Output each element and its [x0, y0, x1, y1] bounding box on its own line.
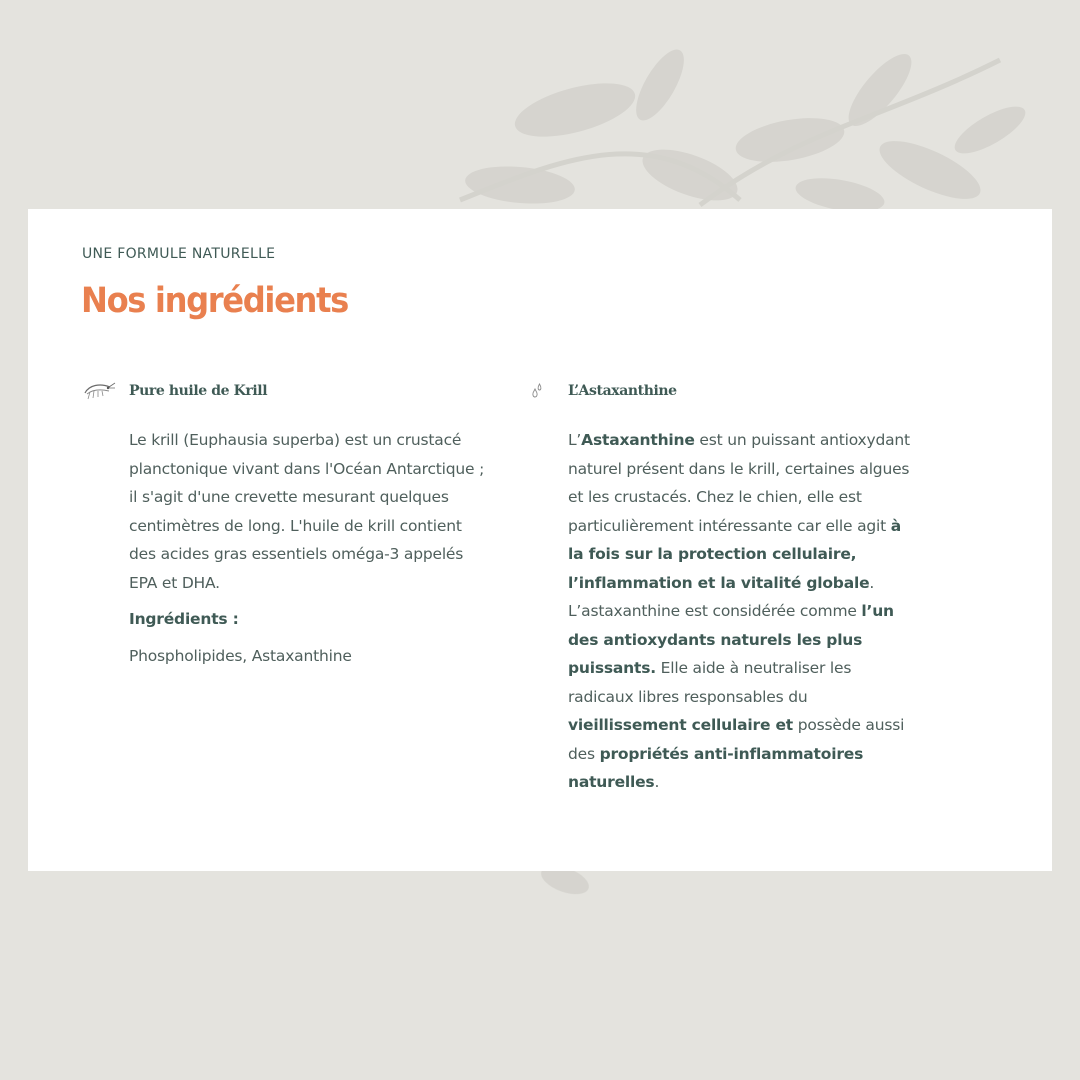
ingredient-header [82, 379, 492, 403]
astaxanthin-benefits: L’astaxanthine est considérée comme l’un des antioxydants naturels les plus puissants. Elle aide à neutraliser les radicaux libres responsables du vieillissement cellulaire et possède aussi des propriétés anti-inflammatoires naturelles. [568, 602, 905, 791]
astaxanthin-description: L’Astaxanthine est un puissant antioxydant naturel présent dans le krill, certaines algues et les crustacés. Chez le chien, elle est particulièrement intéressante car elle agit à la fois sur la protection cellulaire, l’inflammation et la vitalité globale. [568, 431, 910, 592]
droplets-icon [528, 379, 568, 403]
ingredient-body [568, 426, 918, 797]
ingredient-description: Le krill (Euphausia superba) est un crustacé planctonique vivant dans l'Océan Antarctique ; il s'agit d'une crevette mesurant quelques centimètres de long. L'huile de krill contient des acides gras essentiels oméga-3 appelés EPA et DHA. [129, 431, 485, 592]
ingredients-label: Ingrédients : [129, 610, 239, 628]
krill-icon [82, 379, 116, 403]
ingredient-krill [82, 379, 492, 670]
ingredients-card [28, 209, 1052, 871]
ingredient-title: L’Astaxanthine [568, 383, 677, 399]
ingredients-value: Phospholipides, Astaxanthine [129, 646, 352, 665]
section-title: Nos ingrédients [81, 281, 348, 321]
ingredient-body [129, 426, 492, 670]
section-eyebrow: UNE FORMULE NATURELLE [82, 246, 276, 262]
ingredient-title: Pure huile de Krill [129, 383, 268, 399]
ingredient-header [528, 379, 948, 403]
ingredient-astaxanthin [528, 379, 948, 797]
